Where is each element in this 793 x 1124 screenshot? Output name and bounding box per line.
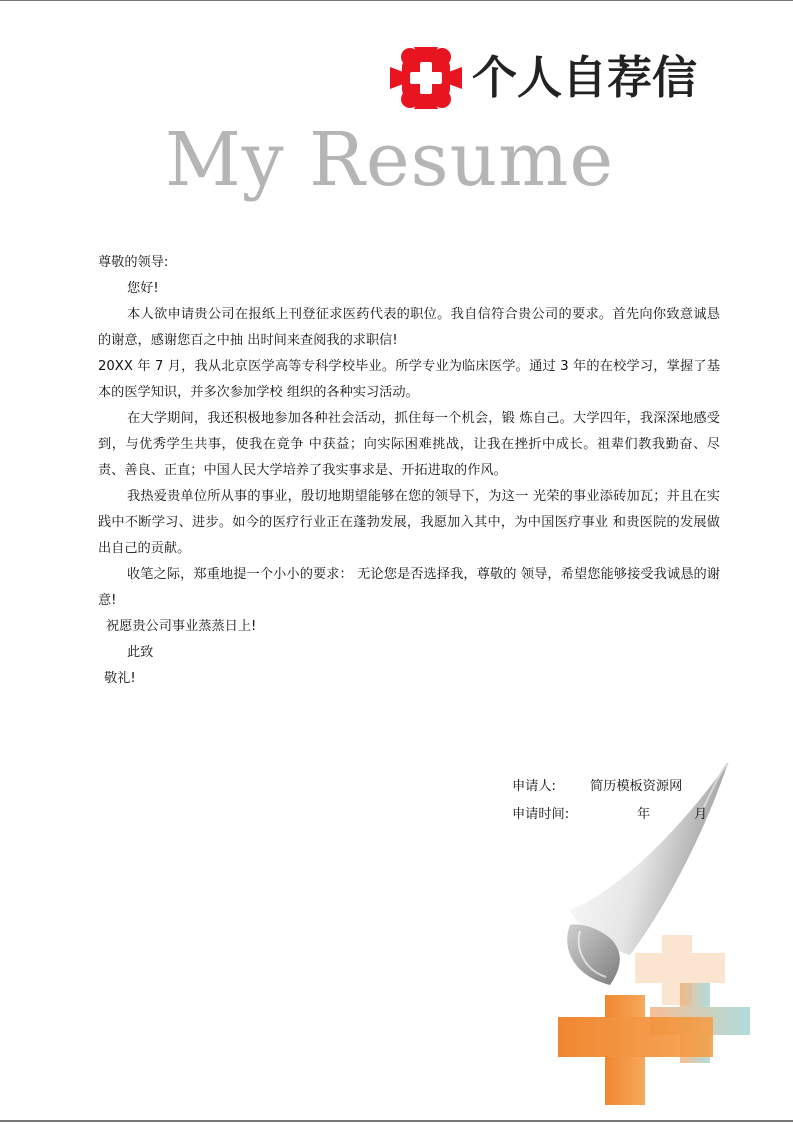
paragraph: 我热爱贵单位所从事的事业，殷切地期望能够在您的领导下，为这一 光荣的事业添砖加瓦；并且在实践中不断学习、进步。如今的医疗行业正在蓬勃发展，我愿加入其中，为中国医疗事业 和贵医院的发展做出自己的贡献。 (98, 489, 720, 556)
greeting: 您好! (127, 281, 159, 296)
paragraph: 本人欲申请贵公司在报纸上刊登征求医药代表的职位。我自信符合贵公司的要求。首先向你致意诚恳的谢意，感谢您百之中抽 出时间来查阅我的求职信! (98, 307, 720, 348)
paragraph: 20XX 年 7 月，我从北京医学高等专科学校毕业。所学专业为临床医学。通过 3 年的在校学习，掌握了基本的医学知识，并多次参加学校 组织的各种实习活动。 (98, 359, 720, 400)
top-border (0, 0, 793, 1)
applicant-row (512, 773, 732, 801)
year-label: 年 (637, 807, 651, 822)
wish-line: 祝愿贵公司事业蒸蒸日上! (106, 619, 257, 634)
salutation: 尊敬的领导: (98, 255, 169, 270)
date-label: 申请时间: (512, 807, 570, 822)
regards-line: 敬礼! (104, 671, 136, 686)
applicant-value: 简历模板资源网 (590, 779, 683, 794)
page-title: 个人自荐信 (472, 51, 698, 104)
date-row (512, 801, 732, 829)
closing-line: 此致 (127, 645, 154, 660)
signature-block (512, 773, 732, 829)
paragraph: 收笔之际，郑重地提一个小小的要求： 无论您是否选择我，尊敬的 领导，希望您能够接受我诚恳的谢意! (98, 567, 720, 608)
letter-body (98, 250, 720, 692)
month-label: 月 (694, 807, 708, 822)
paragraph: 在大学期间，我还积极地参加各种社会活动，抓住每一个机会，锻 炼自己。大学四年，我深深地感受到，与优秀学生共事，使我在竟争 中获益；向实际困难挑战，让我在挫折中成长。祖辈们教我勤奋、尽 责、善良、正直；中国人民大学培养了我实事求是、开拓进取的作风。 (98, 411, 720, 478)
resume-watermark: My Resume (165, 117, 615, 203)
applicant-label: 申请人: (512, 779, 557, 794)
red-cross-icon (388, 43, 464, 113)
